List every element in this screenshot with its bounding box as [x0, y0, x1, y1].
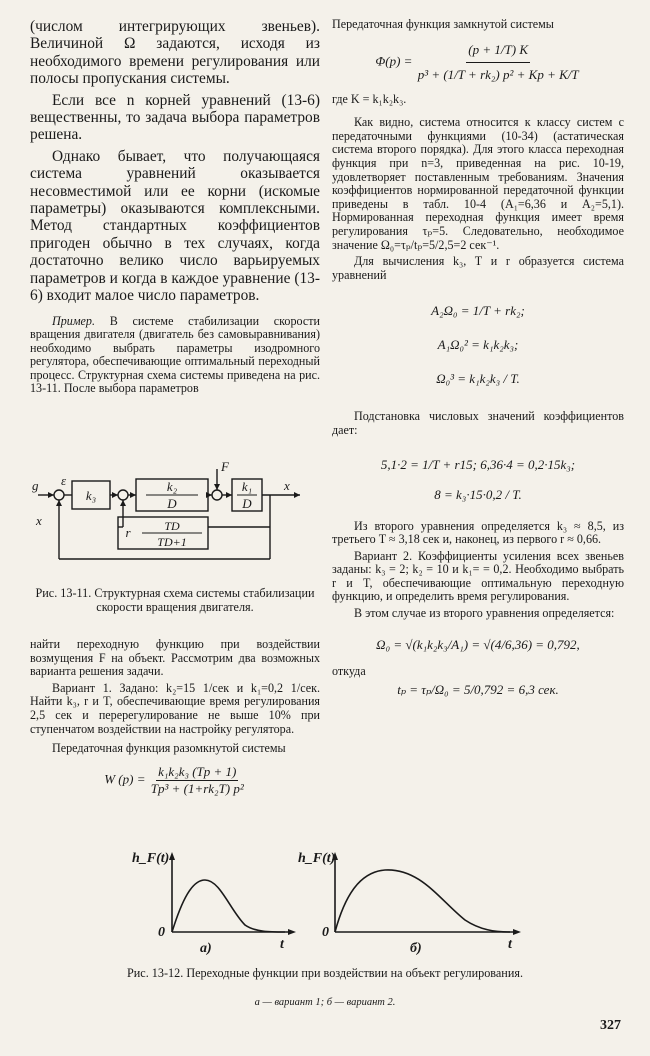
block-k2-denominator: D [167, 496, 177, 511]
paragraph: Из второго уравнения определяется k₃ ≈ 8,5, из третьего T ≈ 3,18 сек и, наконец, из первого r ≈ 0,66. [332, 518, 624, 547]
page-number: 327 [600, 1018, 621, 1033]
closed-loop-equation [332, 42, 624, 83]
omega-equation: Ω₀ = √(k₁k₂k₃/A₁) = √(4/6,36) = 0,792, [376, 636, 580, 652]
equation-5: 8 = k₃·15·0,2 / T. [434, 486, 522, 502]
equation-lhs: W (p) = [104, 771, 146, 787]
k-definition: где K = k₁k₂k₃. [332, 91, 407, 106]
paragraph: откуда [332, 663, 366, 678]
block-k3-label: k₃ [85, 488, 97, 503]
equation-2: A₁Ω₀² = k₁k₂k₃; [437, 337, 519, 353]
block-k1-label: k₁ [241, 479, 253, 494]
signal-g-label: g [32, 478, 39, 493]
paragraph: Если все n корней уравнений (13-6) вещественны, то задача выбора параметров решена. [30, 91, 320, 144]
open-loop-equation [30, 764, 320, 797]
paragraph: В этом случае из второго уравнения определяется: [354, 606, 615, 621]
equation-3: Ω₀³ = k₁k₂k₃ / T. [436, 371, 520, 387]
paragraph: Передаточная функция разомкнутой системы [52, 741, 286, 756]
paragraph: Передаточная функция замкнутой системы [332, 17, 554, 31]
paragraph: Как видно, система относится к классу систем с передаточными функциями (10-34) (астатическая система второго порядка). Для этого класса переходная функция при n=3, приведенная на рис. 10-19, удовлетворяет поставленным требованиям. Значения коэффициентов нормированной передаточной функции приведены в табл. 10-4 (A₁=6,36 и A₂=5,1). Нормированная переходная функция имеет время регулирования τₚ=5. Следовательно, необходимое значение Ω₀=τₚ/tₚ=5/2,5=2 сек⁻¹. [332, 115, 624, 252]
numeric-equations [332, 450, 624, 510]
plot-a-xlabel: t [280, 937, 284, 952]
input-x-label: x [36, 513, 42, 528]
variant1-paragraph: Вариант 1. Задано: k₂=15 1/сек и k₁=0,2 1/сек. Найти k₃, r и T, обеспечивающие время регулирования 2,5 сек и перерегулирование не выше 10% при ступенчатом воздействии на настройку регулятора. [30, 680, 320, 736]
fig11-caption: Рис. 13-11. Структурная схема системы стабилизации скорости вращения двигателя. [35, 586, 315, 614]
left-lower-text [30, 638, 320, 797]
plot-a-ylabel: h_F(t) [132, 851, 170, 866]
intro-text [30, 18, 320, 305]
block-r-label: r [125, 525, 131, 540]
time-equation: tₚ = τₚ/Ω₀ = 5/0,792 = 6,3 сек. [397, 682, 559, 698]
equation-fraction [149, 764, 246, 797]
fig12-caption: Рис. 13-12. Переходные функции при воздействии на объект регулирования. [127, 966, 523, 980]
equation-numerator: (p + 1/T) K [466, 42, 530, 63]
plot-a-zero: 0 [158, 925, 165, 940]
equation-4: 5,1·2 = 1/T + r15; 6,36·4 = 0,2·15k₃; [380, 456, 576, 472]
equation-1: A₂Ω₀ = 1/T + rk₂; [431, 303, 525, 319]
fig12-subcaption: а — вариант 1; б — вариант 2. [254, 997, 396, 1008]
left-column [30, 18, 320, 396]
equation-system [332, 294, 624, 396]
example-paragraph [30, 315, 320, 397]
paragraph: найти переходную функцию при воздействии возмущения F на объект. Рассмотрим два возможных варианта решения задачи. [30, 637, 320, 679]
block-k1-denominator: D [242, 496, 252, 511]
plot-b-zero: 0 [322, 925, 329, 940]
plot-b-label: б) [410, 941, 422, 956]
paragraph: Однако бывает, что получающаяся система уравнений оказывается несовместимой или ее корни (искомые параметры) оказываются комплексными. Метод стандартных коэффициентов пригоден обычно в тех случаях, когда достаточно велико число варьируемых параметров и когда в каждое уравнение (13-6) входит малое число параметров. [30, 147, 320, 305]
paragraph: (числом интегрирующих звеньев). Величиной Ω задаются, исходя из необходимого времени регулирования или полосы пропускания системы. [30, 18, 320, 88]
example-text: В системе стабилизации скорости вращения двигателя (двигатель без самовыравнивания) необходимо выбрать параметры изодромного регулятора, обеспечивающие оптимальный переходный процесс. Структурная схема системы приведена на рис. 13-11. После выбора параметров [30, 313, 320, 396]
block-diagram [30, 455, 320, 575]
paragraph: Подстановка числовых значений коэффициентов дает: [332, 409, 624, 437]
right-column [332, 18, 624, 698]
transient-response-figure [120, 840, 540, 960]
output-x-label: x [284, 478, 290, 493]
block-td-denominator: TD+1 [157, 535, 187, 549]
variant2-paragraph: Вариант 2. Коэффициенты усиления всех звеньев заданы: k₃ = 2; k₂ = 10 и k₁= = 0,2. Необходимо выбрать r и T, обеспечивающие оптимальную переходную функцию, и определить время регулирования. [332, 548, 624, 604]
block-k2-label: k₂ [166, 479, 178, 494]
equation-numerator: k₁k₂k₃ (Tp + 1) [158, 763, 237, 779]
paragraph: Для вычисления k₃, T и r образуется система уравнений [332, 254, 624, 282]
equation-fraction [416, 42, 581, 83]
example-block [30, 315, 320, 397]
plot-b-xlabel: t [508, 937, 512, 952]
error-label: ε [61, 473, 67, 488]
equation-lhs: Φ(p) = [375, 53, 413, 69]
disturbance-label: F [221, 459, 229, 474]
block-td-numerator: TD [164, 519, 180, 533]
example-label: Пример. [52, 313, 95, 328]
plot-a-label: а) [200, 941, 212, 956]
equation-denominator: p³ + (1/T + rk₂) p² + Kp + K/T [417, 66, 579, 82]
equation-denominator: Tp³ + (1+rk₂T) p² [150, 780, 244, 796]
plot-b-ylabel: h_F(t) [298, 851, 336, 866]
